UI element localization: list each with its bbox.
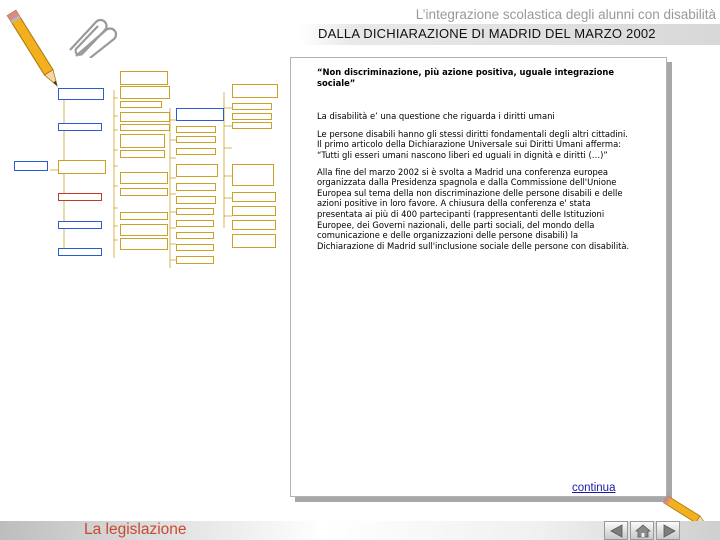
diagram-box (232, 103, 272, 110)
diagram-box (58, 193, 102, 201)
page-title: L’integrazione scolastica degli alunni con disabilità (415, 7, 716, 22)
article-heading: “Non discriminazione, più azione positiva, uguale integrazione sociale” (317, 67, 615, 88)
diagram-box (120, 150, 165, 158)
diagram-box (176, 148, 216, 155)
diagram-box (58, 88, 104, 100)
paper-clips-icon (62, 12, 118, 58)
diagram-box (14, 161, 48, 171)
diagram-box (176, 220, 214, 227)
next-button[interactable] (656, 521, 680, 540)
article-paragraph: Le persone disabili hanno gli stessi diritti fondamentali degli altri cittadini. Il primo articolo della Dichiarazione Universale sui Diritti Umani afferma: “Tutti gli esseri umani nascono liberi ed uguali in dignità e diritti (…)” (317, 128, 628, 160)
page-subtitle: DALLA DICHIARAZIONE DI MADRID DEL MARZO 2002 (318, 26, 656, 41)
diagram-box (120, 134, 165, 148)
subtitle-bar (300, 24, 720, 45)
diagram-box (120, 238, 168, 250)
diagram-box (120, 71, 168, 85)
diagram-box (58, 160, 106, 174)
diagram-box (176, 196, 216, 204)
diagram-box (58, 221, 102, 229)
article-paragraph: La disabilità e’ una questione che riguarda i diritti umani (317, 111, 555, 122)
diagram-box (176, 244, 214, 251)
home-button[interactable] (630, 521, 654, 540)
diagram-box (232, 234, 276, 248)
diagram-box (232, 192, 276, 202)
diagram-box (176, 183, 216, 191)
article-content (317, 67, 635, 257)
diagram-box (176, 164, 218, 177)
diagram-box (232, 164, 274, 186)
diagram-box (120, 112, 170, 122)
diagram-box (176, 208, 214, 215)
diagram-box (58, 248, 102, 256)
diagram-box (232, 206, 276, 216)
diagram-box (120, 101, 162, 108)
diagram-box (120, 172, 168, 184)
prev-button[interactable] (604, 521, 628, 540)
diagram-box (176, 108, 224, 121)
section-label: La legislazione (84, 521, 187, 538)
text-panel (290, 57, 667, 497)
diagram-box (120, 86, 170, 99)
arrow-right-icon (661, 524, 677, 538)
diagram-box (120, 224, 168, 236)
diagram-box (232, 220, 276, 230)
diagram-box (120, 188, 168, 196)
diagram-box (120, 124, 170, 131)
legislation-diagram (10, 68, 280, 268)
diagram-box (232, 84, 278, 98)
diagram-box (232, 113, 272, 120)
diagram-box (120, 212, 168, 220)
diagram-box (232, 122, 272, 129)
continue-link[interactable]: continua (572, 482, 616, 494)
diagram-box (176, 126, 216, 133)
diagram-box (176, 136, 216, 143)
diagram-box (58, 123, 102, 131)
diagram-box (176, 256, 214, 264)
home-icon (635, 524, 651, 538)
diagram-box (176, 232, 214, 239)
article-paragraph: Alla fine del marzo 2002 si è svolta a Madrid una conferenza europea organizzata dalla Presidenza spagnola e dalla Commissione dell'Unione Europea sul tema della non discriminazione delle persone disabili e delle azioni positive in loro favore. A chiusura della conferenza e' stata presentata ai più di 400 partecipanti (rappresentanti delle Istituzioni Europee, dei Governi nazionali, delle parti sociali, del mondo della comunicazione e delle organizzazioni delle persone disabili) la Dichiarazione di Madrid sull'inclusione sociale delle persone con disabilità. (317, 166, 630, 251)
arrow-left-icon (609, 524, 625, 538)
